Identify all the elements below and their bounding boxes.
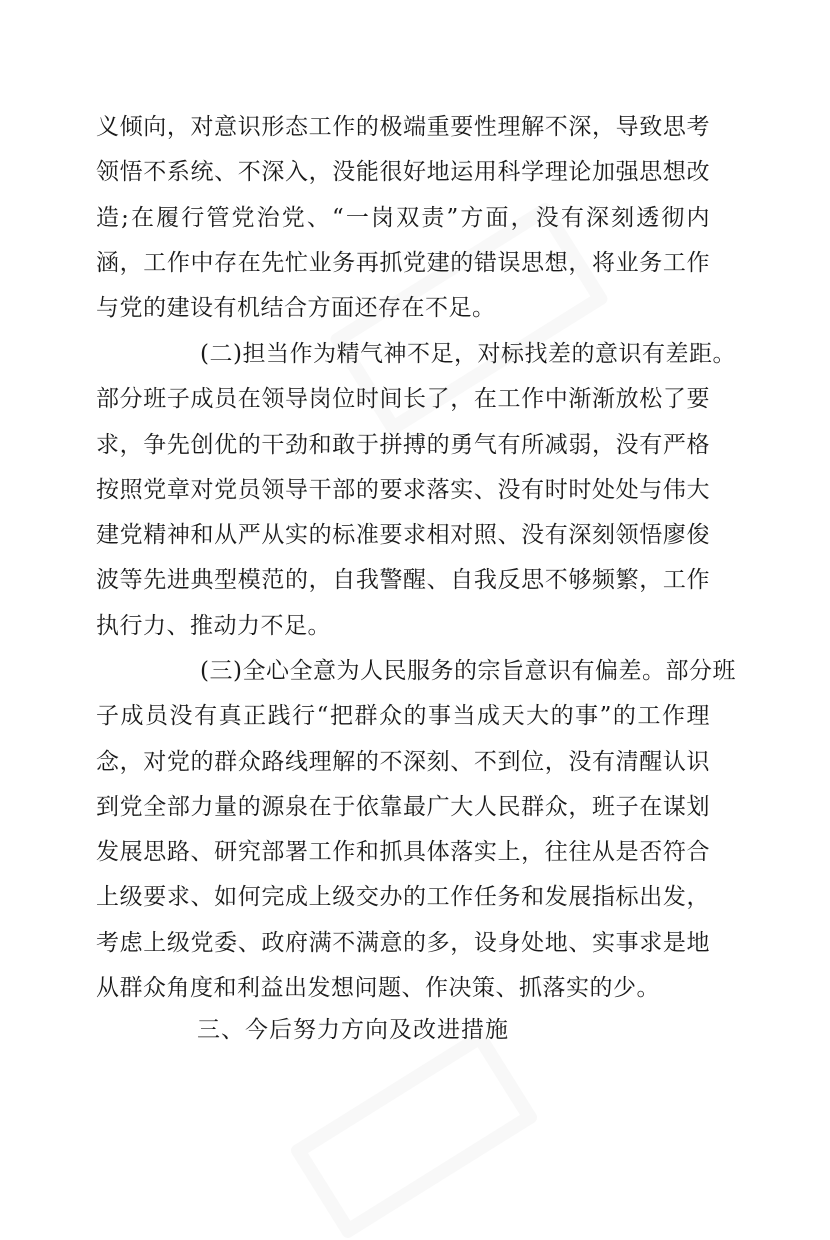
paragraph-line: 求，争先创优的干劲和敢于拼搏的勇气有所减弱，没有严格 bbox=[96, 431, 710, 458]
paragraph-line: 义倾向，对意识形态工作的极端重要性理解不深，导致思考 bbox=[96, 114, 710, 140]
paragraph-line: 从群众角度和利益出发想问题、作决策、抓落实的少。 bbox=[96, 975, 660, 1002]
watermark-stamp bbox=[289, 1028, 540, 1240]
paragraph-line: 造;在履行管党治党、“一岗双责”方面，没有深刻透彻内 bbox=[96, 204, 710, 231]
paragraph-line: 到党全部力量的源泉在于依靠最广大人民群众，班子在谋划 bbox=[96, 793, 710, 820]
paragraph-line: 与党的建设有机结合方面还存在不足。 bbox=[96, 295, 496, 322]
paragraph-line: (二)担当作为精气神不足，对标找差的意识有差距。 bbox=[200, 341, 736, 367]
paragraph-line: 部分班子成员在领导岗位时间长了，在工作中渐渐放松了要 bbox=[96, 386, 710, 413]
paragraph-line: 考虑上级党委、政府满不满意的多，设身处地、实事求是地 bbox=[96, 929, 710, 956]
paragraph-line: 子成员没有真正践行“把群众的事当成天大的事”的工作理 bbox=[96, 703, 710, 730]
paragraph-line: 发展思路、研究部署工作和抓具体落实上，往往从是否符合 bbox=[96, 839, 710, 866]
paragraph-section-three bbox=[96, 649, 736, 1011]
paragraph-line: 建党精神和从严从实的标准要求相对照、没有深刻领悟廖俊 bbox=[96, 522, 710, 549]
section-heading: 三、今后努力方向及改进措施 bbox=[197, 1017, 509, 1043]
paragraph-line: 念，对党的群众路线理解的不深刻、不到位，没有清醒认识 bbox=[96, 748, 710, 775]
paragraph-line: 波等先进典型模范的，自我警醒、自我反思不够频繁，工作 bbox=[96, 567, 710, 594]
paragraph-line: 领悟不系统、不深入，没能很好地运用科学理论加强思想改 bbox=[96, 159, 710, 186]
paragraph-line: (三)全心全意为人民服务的宗旨意识有偏差。部分班 bbox=[200, 658, 736, 684]
paragraph-line: 执行力、推动力不足。 bbox=[96, 612, 331, 639]
paragraph-line: 按照党章对党员领导干部的要求落实、没有时时处处与伟大 bbox=[96, 476, 710, 503]
paragraph-line: 涵，工作中存在先忙业务再抓党建的错误思想，将业务工作 bbox=[96, 249, 710, 276]
paragraph-line: 上级要求、如何完成上级交办的工作任务和发展指标出发， bbox=[96, 884, 710, 911]
paragraph-continuation bbox=[96, 105, 710, 331]
paragraph-section-two bbox=[96, 332, 736, 649]
